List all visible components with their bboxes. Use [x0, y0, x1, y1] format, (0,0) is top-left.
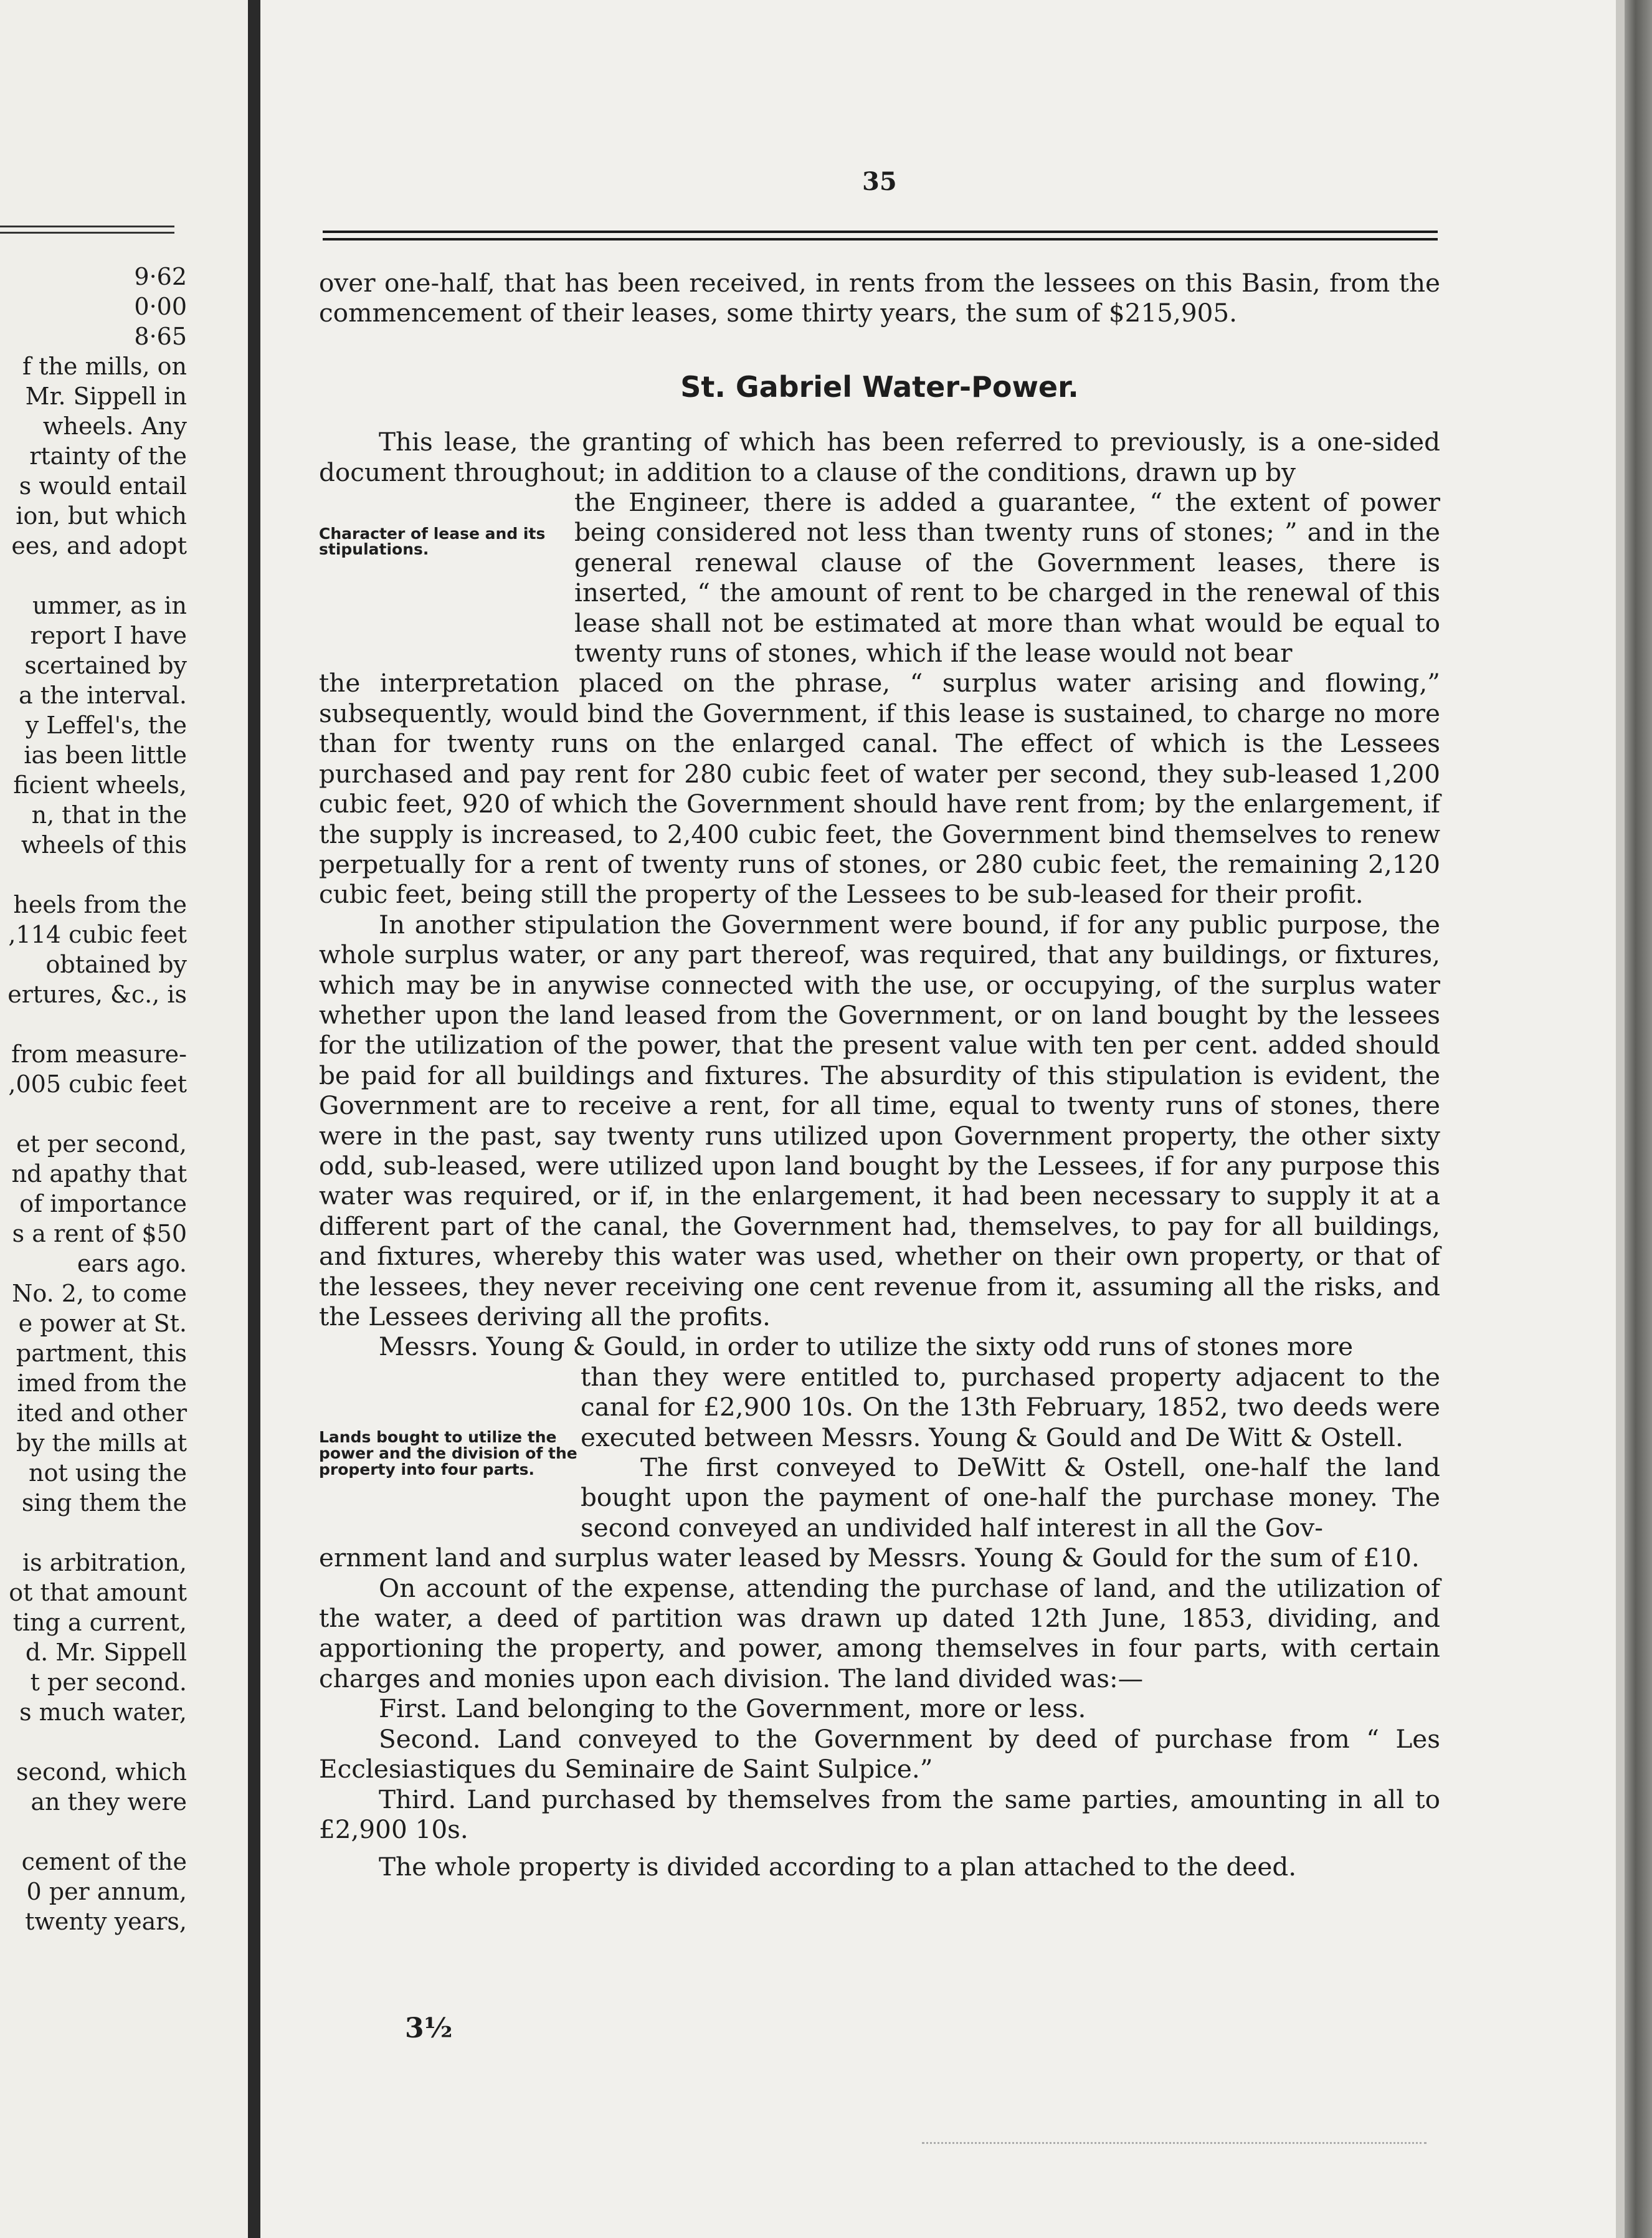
paragraph: The whole property is divided according to a plan attached to the deed. — [379, 1852, 1297, 1882]
left-page-line: 0 per annum, — [26, 1878, 187, 1905]
left-page-line: s a rent of $50 — [12, 1220, 187, 1247]
left-page-line: nd apathy that — [11, 1160, 187, 1188]
left-page-line: rtainty of the — [29, 442, 187, 470]
paragraph: On account of the expense, attending the purchase of land, and the utilization of the water, a deed of partition was drawn up dated 12th June, 1853, dividing, and apportioning the property, and power, among themselves in four parts, with certain charges and monies upon each division. The land divided was:— — [319, 1573, 1440, 1693]
left-page-line: from measure- — [11, 1040, 187, 1068]
left-page-line: wheels. Any — [42, 412, 187, 440]
left-page-line: not using the — [29, 1459, 187, 1487]
paragraph: This lease, the granting of which has been referred to previously, is a one-sided document throughout; in addition to a clause of the conditions, drawn up by — [319, 427, 1440, 487]
page-edge — [1616, 0, 1625, 2238]
left-page-line: et per second, — [16, 1130, 187, 1158]
paragraph: ernment land and surplus water leased by Messrs. Young & Gould for the sum of £10. — [319, 1543, 1420, 1573]
left-page-line: of importance — [19, 1190, 187, 1217]
page-number: 35 — [862, 167, 897, 196]
left-page-rule — [0, 232, 174, 234]
left-page-gap — [0, 1817, 187, 1847]
left-page-line: by the mills at — [16, 1429, 187, 1457]
left-page-line: is arbitration, — [22, 1549, 187, 1576]
left-page-line: ,114 cubic feet — [8, 921, 187, 948]
left-page-gap — [0, 1099, 187, 1129]
left-page-line: y Leffel's, the — [25, 712, 187, 739]
left-page-line: a the interval. — [19, 682, 187, 709]
left-page-gap — [0, 1518, 187, 1548]
header-rule — [323, 238, 1438, 240]
left-page-line: an they were — [31, 1788, 187, 1816]
margin-note: Character of lease and its stipulations. — [319, 525, 546, 559]
left-page-line: 0·00 — [134, 293, 187, 320]
margin-note-block — [319, 487, 1440, 668]
left-page-lines — [0, 262, 187, 1936]
paragraph: The first conveyed to DeWitt & Ostell, one-half the land bought upon the payment of one-half the purchase money. The second conveyed an undivided half interest in all the Gov- — [581, 1452, 1440, 1543]
left-page-line: 8·65 — [134, 323, 187, 350]
left-page-line: ion, but which — [16, 502, 187, 530]
left-page-line: s much water, — [19, 1698, 187, 1726]
left-page-line: 9·62 — [134, 263, 187, 290]
faint-mark — [922, 2142, 1427, 2144]
left-page-line: obtained by — [45, 951, 187, 978]
left-page-line: e power at St. — [18, 1310, 187, 1337]
left-page-gap — [0, 1009, 187, 1039]
left-page-rule — [0, 226, 174, 227]
left-page-line: imed from the — [17, 1369, 187, 1397]
left-page-line: wheels of this — [21, 831, 187, 859]
left-page-line: ummer, as in — [32, 592, 187, 619]
left-page-line: ting a current, — [12, 1609, 187, 1636]
book-gutter — [248, 0, 260, 2238]
paragraph: the Engineer, there is added a guarantee, “ the extent of power being considered not less than twenty runs of stones; ” and in the general renewal clause of the Government leases, there is inserted, “ the amount of rent to be charged in the renewal of this lease shall not be estimated at more than what would be equal to twenty runs of stones, which if the lease would not bear — [574, 487, 1440, 669]
left-page-line: ,005 cubic feet — [8, 1070, 187, 1098]
left-page-line: No. 2, to come — [12, 1280, 187, 1307]
left-page-line: heels from the — [13, 891, 187, 918]
paragraph: Second. Land conveyed to the Government by deed of purchase from “ Les Ecclesiastiques du Seminaire de Saint Sulpice.” — [319, 1723, 1440, 1784]
left-page-line: t per second. — [30, 1669, 187, 1696]
paragraph: than they were entitled to, purchased property adjacent to the canal for £2,900 10s. On the 13th February, 1852, two deeds were executed between Messrs. Young & Gould and De Witt & Ostell. — [581, 1361, 1440, 1452]
left-page-line: n, that in the — [31, 801, 187, 829]
left-page-gap — [0, 1727, 187, 1757]
left-page-line: report I have — [30, 622, 187, 649]
left-page-line: ees, and adopt — [11, 532, 187, 560]
signature-mark: 3½ — [405, 2012, 453, 2044]
margin-note-block — [319, 1362, 1440, 1543]
left-page-gap — [0, 860, 187, 890]
left-page-line: twenty years, — [25, 1908, 187, 1935]
paragraph: First. Land belonging to the Government, more or less. — [379, 1693, 1086, 1724]
left-page-line: sing them the — [21, 1489, 187, 1517]
left-page-line: s would entail — [19, 472, 187, 500]
left-page-fragment — [0, 0, 248, 2238]
margin-note: Lands bought to utilize the power and the division of the property into four parts. — [319, 1427, 577, 1479]
paragraph: Messrs. Young & Gould, in order to utilize the sixty odd runs of stones more — [379, 1331, 1354, 1362]
header-rule — [323, 231, 1438, 233]
left-page-line: cement of the — [21, 1848, 187, 1875]
left-page-line: scertained by — [24, 652, 187, 679]
left-page-line: partment, this — [16, 1340, 187, 1367]
left-page-line: f the mills, on — [22, 353, 187, 380]
opening-paragraph: over one-half, that has been received, in rents from the lessees on this Basin, from the commencement of their leases, some thirty years, the sum of $215,905. — [319, 268, 1440, 328]
indented-text — [581, 1362, 1440, 1543]
left-page-line: ot that amount — [9, 1579, 187, 1606]
left-page-line: Mr. Sippell in — [25, 383, 187, 410]
left-page-gap — [0, 561, 187, 591]
paragraph: Third. Land purchased by themselves from the same parties, amounting in all to £2,900 10s. — [319, 1784, 1440, 1844]
left-page-line: second, which — [16, 1758, 187, 1786]
main-text — [319, 268, 1440, 1882]
left-page-line: ited and other — [16, 1399, 187, 1427]
section-title: St. Gabriel Water-Power. — [680, 369, 1079, 404]
paragraph: In another stipulation the Government were bound, if for any public purpose, the whole surplus water, or any part thereof, was required, that any buildings, or fixtures, which may be in anywise connected with the use, or occupying, of the surplus water whether upon the land leased from the Government, or on land bought by the lessees for the utilization of the power, that the present value with ten per cent. added should be paid for all buildings and fixtures. The absurdity of this stipulation is evident, the Government are to receive a rent, for all time, equal to twenty runs of stones, there were in the past, say twenty runs utilized upon Government property, the other sixty odd, sub-leased, were utilized upon land bought by the Lessees, if for any purpose this water was required, or if, in the enlargement, it had been necessary to supply it at a different part of the canal, the Government had, themselves, to pay for all buildings, and fixtures, whereby this water was used, whether on their own property, or that of the lessees, they never receiving one cent revenue from it, assuming all the risks, and the Lessees deriving all the profits. — [319, 909, 1440, 1331]
book-edge — [1625, 0, 1652, 2238]
left-page-line: ias been little — [24, 741, 187, 769]
paragraph: the interpretation placed on the phrase, “ surplus water arising and flowing,” subsequently, would bind the Government, if this lease is sustained, to charge no more than for twenty runs on the enlarged canal. The effect of which is the Lessees purchased and pay rent for 280 cubic feet of water per second, they sub-leased 1,200 cubic feet, 920 of which the Government should have rent from; by the enlargement, if the supply is increased, to 2,400 cubic feet, the Government bind themselves to renew perpetually for a rent of twenty runs of stones, or 280 cubic feet, the remaining 2,120 cubic feet, being still the property of the Lessees to be sub-leased for their profit. — [319, 668, 1440, 910]
left-page-line: d. Mr. Sippell — [25, 1639, 187, 1666]
left-page-line: ears ago. — [77, 1250, 187, 1277]
left-page-line: ertures, &c., is — [7, 981, 187, 1008]
left-page-line: ficient wheels, — [13, 771, 187, 799]
